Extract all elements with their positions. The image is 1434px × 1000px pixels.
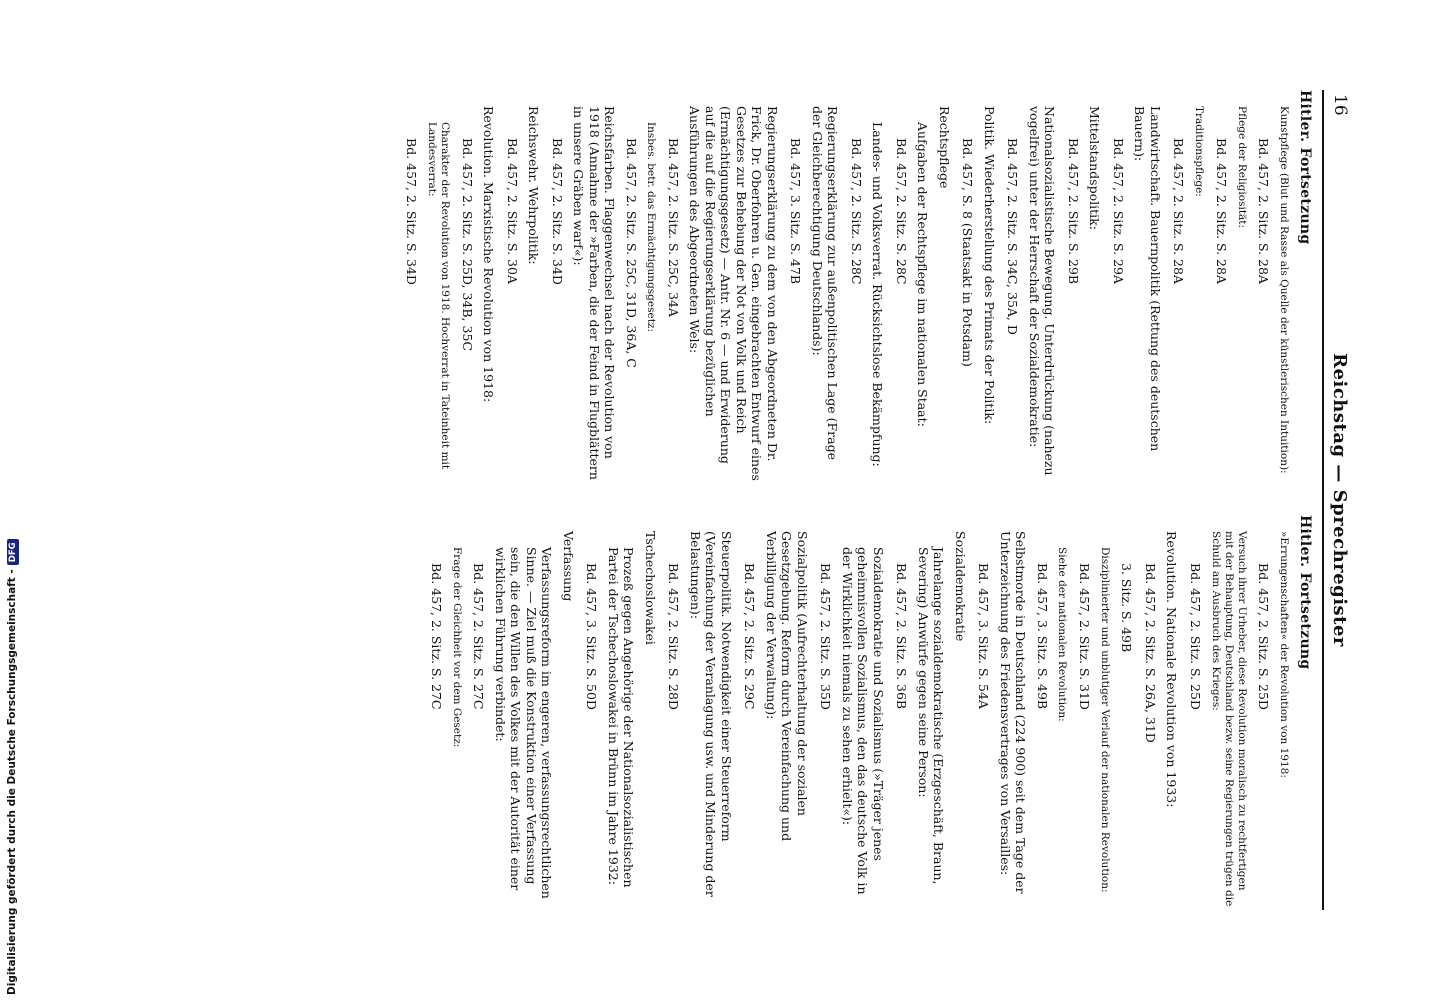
index-reference: Bd. 457, 2. Sitz. S. 28D <box>666 563 682 710</box>
index-entry: Reichsfarben. Flaggenwechsel nach der Revolution von 1918 (Annahme der »Farben, die der Feind in Flugblättern in unsere Gräben warf«): <box>571 106 618 480</box>
page-number: 16 <box>1330 94 1350 116</box>
index-reference: 3. Sitz. S. 49B <box>1119 563 1135 653</box>
index-reference: Bd. 457, 2. Sitz. S. 35D <box>818 563 834 710</box>
index-reference: Bd. 457, 3. Sitz. S. 47B <box>788 138 804 285</box>
index-reference: Bd. 457, 2. Sitz. S. 28A <box>1256 138 1272 284</box>
index-entry: Regierungserklärung zur außenpolitischen Lage (Frage der Gleichberechtigung Deutschlands): <box>810 106 841 460</box>
index-reference: Bd. 457, 2. Sitz. S. 27C <box>471 563 487 710</box>
index-entry: Politik. Wiederherstellung des Primats der Politik: <box>982 106 997 425</box>
index-entry: Verfassung <box>561 531 576 602</box>
credit-text: Digitalisierung gefördert durch die Deutsche Forschungsgemeinschaft - <box>6 569 18 995</box>
index-reference: Bd. 457, 2. Sitz. S. 27C <box>429 563 444 710</box>
index-entry: Prozeß gegen Angehörige der Nationalsozialistischen Partei der Tschechoslowakei in Brünn im Jahre 1932: <box>606 547 637 888</box>
index-entry: Hitler. Fortsetzung <box>1297 90 1313 245</box>
index-reference: Bd. 457, 2. Sitz. S. 28A <box>1171 138 1187 284</box>
index-entry: Revolution. Nationale Revolution von 1933: <box>1164 531 1180 808</box>
index-reference: Bd. 457, 2. Sitz. S. 25D, 34B, 35C <box>460 138 475 351</box>
index-reference: Bd. 457, 2. Sitz. S. 28C <box>849 138 864 285</box>
digitization-credit <box>6 542 19 995</box>
index-entry: Mittelstandspolitik: <box>1087 106 1103 230</box>
index-reference: Bd. 457, 2. Sitz. S. 34D <box>550 138 565 285</box>
index-entry: Reichswehr. Wehrpolitik: <box>526 106 542 265</box>
index-reference: Bd. 457, 2. Sitz. S. 36B <box>894 563 910 710</box>
index-reference: Bd. 457, 2. Sitz. S. 30A <box>505 138 520 284</box>
left-column <box>396 90 1312 485</box>
index-reference: Bd. 457, 2. Sitz. S. 25D <box>1188 563 1203 710</box>
index-entry: Steuerpolitik. Notwendigkeit einer Steuerreform (Vereinfachung der Veranlagung usw. und Minderung der Belastungen): <box>688 531 734 897</box>
index-reference: Bd. 457, 2. Sitz. S. 29B <box>1066 138 1081 285</box>
index-entry: Insbes. betr. das Ermächtigungsgesetz: <box>645 122 658 333</box>
index-entry: Verfassungsreform im engeren, verfassungsrechtlichen Sinne. — Ziel muß die Konstruktion einer Verfassung sein, die den Willen des Volkes mit der Autorität einer wirklichen Führung verbindet: <box>493 547 555 899</box>
index-entry: Hitler. Fortsetzung <box>1297 515 1313 670</box>
rotated-page <box>100 90 1350 910</box>
index-reference: Bd. 457, 3. Sitz. S. 50D <box>584 563 600 710</box>
index-reference: Bd. 457, 2. Sitz. S. 25C, 34A <box>666 138 681 317</box>
right-column <box>421 515 1313 910</box>
index-reference: Bd. 457, 2. Sitz. S. 25D <box>1256 563 1272 710</box>
index-entry: Siehe der nationalen Revolution: <box>1056 547 1069 722</box>
index-reference: Bd. 457, 2. Sitz. S. 34D <box>404 138 420 285</box>
index-entry: Sozialpolitik (Aufrechterhaltung der sozialen Gesetzgebung. Reform durch Vereinfachung und Verbilligung der Verwaltung): <box>764 531 810 842</box>
index-entry: Nationalsozialistische Bewegung. Unterdrückung (nahezu vogelfrei) unter der Herrschaft der Sozialdemokratie: <box>1027 106 1058 476</box>
index-reference: Bd. 457, 2. Sitz. S. 29A <box>1111 138 1126 284</box>
index-entry: Rechtspflege <box>937 106 952 189</box>
index-entry: Charakter der Revolution von 1918. Hochverrat in Tateinheit mit Landesverrat: <box>426 122 452 470</box>
index-entry: Traditionspflege: <box>1193 106 1206 197</box>
index-entry: Sozialdemokratie und Sozialismus (»Träger jenes geheimnisvollen Sozialismus, den das deutsche Volk in der Wirklichkeit niemals zu sehen erhielt«): <box>840 547 886 895</box>
index-entry: »Errungenschaften« der Revolution von 1918: <box>1278 531 1291 778</box>
index-entry: Aufgaben der Rechtspflege im nationalen Staat: <box>915 122 931 427</box>
dfg-logo: DFG <box>7 539 19 565</box>
header-rule <box>1322 90 1324 910</box>
index-entry: Versuch ihrer Urheber, diese Revolution moralisch zu rechtfertigen mit der Behauptung, Deutschland bezw. seine Regierungen trügen die Schuld am Ausbruch des Krieges: <box>1210 531 1248 907</box>
page-header <box>1324 90 1350 910</box>
running-head: Reichstag — Sprechregister <box>1329 353 1350 647</box>
index-reference: Bd. 457, 2. Sitz. S. 28C <box>894 138 909 285</box>
index-reference: Bd. 457, 2. Sitz. S. 26A, 31D <box>1143 563 1158 743</box>
index-entry: Regierungserklärung zu dem von den Abgeordneten Dr. Frick, Dr. Oberfohren u. Gen. eingebrachten Entwurf eines Gesetzes zur Behebung der Not von Volk und Reich (Ermächtigungsgesetz) — Antr. Nr. 6 — und Erwiderung auf die auf die Regierungserklärung bezüglichen Ausführungen des Abgeordneten Wels: <box>687 106 780 481</box>
index-entry: Disziplinierter und unblutiger Verlauf der nationalen Revolution: <box>1099 547 1111 893</box>
index-entry: Pflege der Religiosität: <box>1236 106 1248 229</box>
index-entry: Sozialdemokratie <box>953 531 968 642</box>
index-entry: Landes- und Volksverrat. Rücksichtslose Bekämpfung: <box>870 122 886 467</box>
index-reference: Bd. 457, 2. Sitz. S. 31D <box>1077 563 1092 710</box>
index-entry: Frage der Gleichheit vor dem Gesetz: <box>451 547 463 748</box>
index-entry: Selbstmorde in Deutschland (224 900) seit dem Tage der Unterzeichnung des Friedensvertrages von Versailles: <box>998 531 1029 894</box>
index-entry: Jahrelange sozialdemokratische (Erzgeschäft, Braun, Severing) Anwürfe gegen seine Person: <box>916 547 947 885</box>
index-entry: Landwirtschaft. Bauernpolitik (Rettung des deutschen Bauern): <box>1132 106 1163 452</box>
index-entry: Kunstpflege (Blut und Rasse als Quelle der künstlerischen Intuition): <box>1278 106 1291 474</box>
index-reference: Bd. 457, 2. Sitz. S. 25C, 31D, 36A, C <box>624 138 640 368</box>
index-entry: Revolution. Marxistische Revolution von 1918: <box>481 106 497 403</box>
index-reference: Bd. 457, 2. Sitz. S. 28A <box>1214 138 1229 284</box>
index-reference: Bd. 457, 3. Sitz. S. 54A <box>976 563 992 709</box>
index-reference: Bd. 457, S. 8 (Staatsakt in Potsdam) <box>960 138 976 367</box>
index-reference: Bd. 457, 2. Sitz. S. 29C <box>742 563 758 710</box>
index-reference: Bd. 457, 2. Sitz. S. 34C, 35A, D <box>1005 138 1021 335</box>
index-reference: Bd. 457, 3. Sitz. S. 49B <box>1035 563 1051 710</box>
index-entry: Tschechoslowakei <box>643 531 658 645</box>
